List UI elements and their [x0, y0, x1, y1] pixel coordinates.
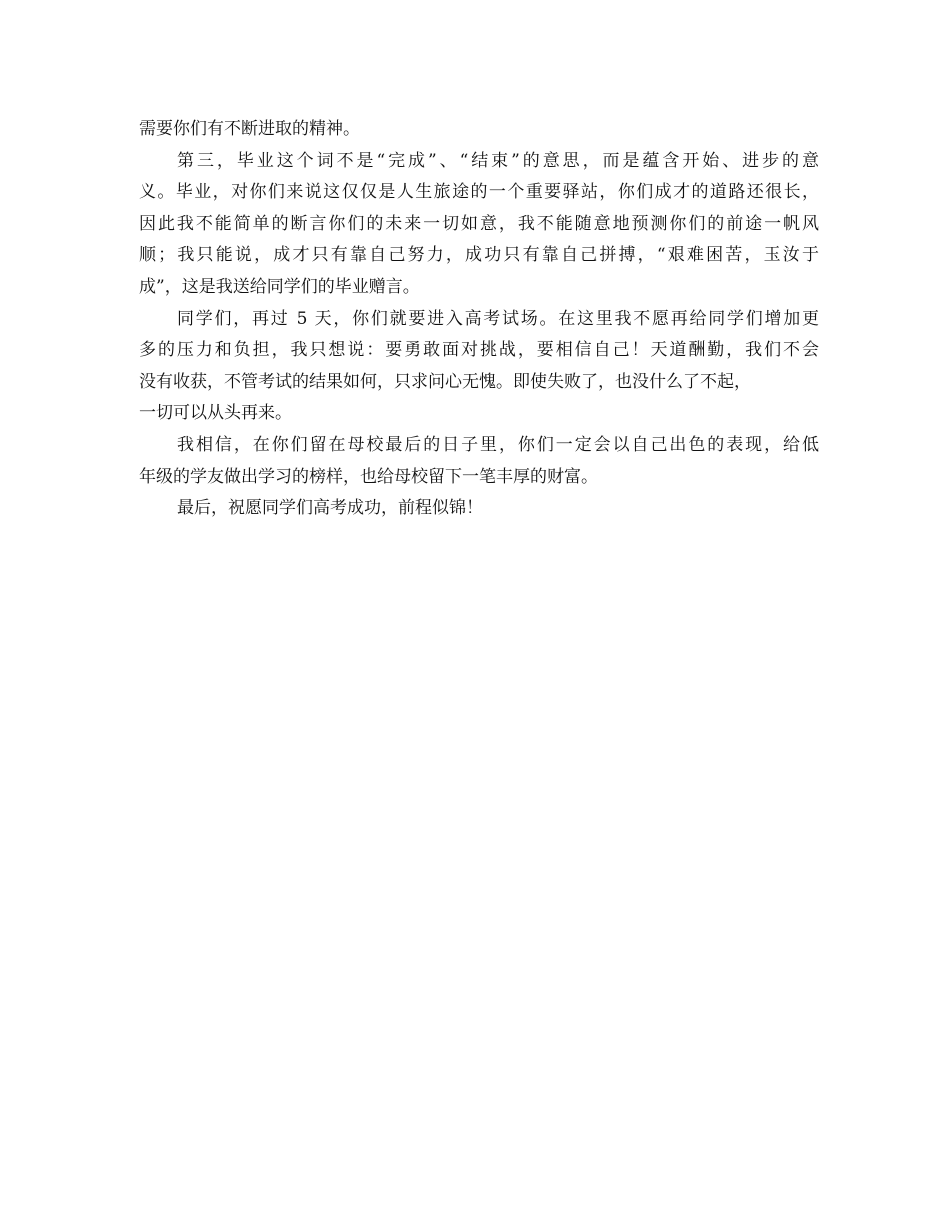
- paragraph-first-line: 第三，毕业这个词不是“完成”、“结束”的意思，而是蕴含开始、进步的意: [177, 150, 819, 171]
- paragraph-first-line: 同学们，再过 5 天，你们就要进入高考试场。在这里我不愿再给同学们增加更: [177, 308, 819, 329]
- text-line: 没有收获，不管考试的结果如何，只求问心无愧。即使失败了，也没什么了不起，: [139, 371, 751, 392]
- paragraph-first-line: 最后，祝愿同学们高考成功，前程似锦！: [177, 498, 483, 519]
- text-line: 年级的学友做出学习的榜样，也给母校留下一笔丰厚的财富。: [139, 466, 598, 487]
- text-line: 需要你们有不断进取的精神。: [139, 119, 360, 139]
- text-line: 顺；我只能说，成才只有靠自己努力，成功只有靠自己拼搏，“艰难困苦，玉汝于: [139, 245, 819, 266]
- document-body: [139, 114, 819, 525]
- paragraph-first-line: 我相信，在你们留在母校最后的日子里，你们一定会以自己出色的表现，给低: [177, 434, 819, 455]
- text-line: 义。毕业，对你们来说这仅仅是人生旅途的一个重要驿站，你们成才的道路还很长，: [139, 182, 819, 203]
- text-line: 多的压力和负担，我只想说：要勇敢面对挑战，要相信自己！天道酬勤，我们不会: [139, 340, 819, 361]
- text-line: 一切可以从头再来。: [139, 403, 292, 424]
- text-line: 成”，这是我送给同学们的毕业赠言。: [139, 276, 420, 297]
- text-line: 因此我不能简单的断言你们的未来一切如意，我不能随意地预测你们的前途一帆风: [139, 213, 819, 234]
